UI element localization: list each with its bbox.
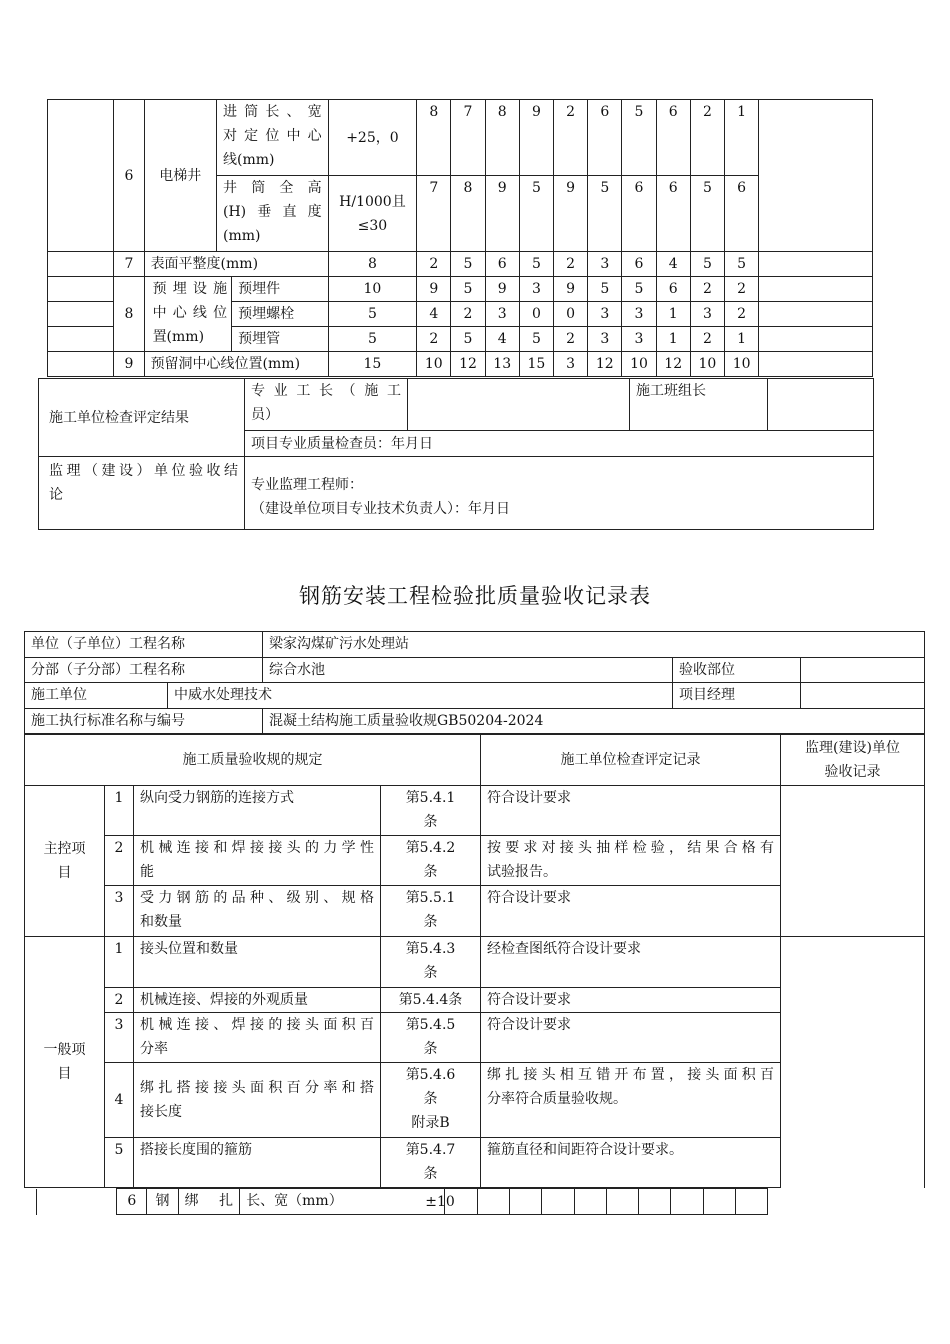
main-item-3-clause-line-2: 条 [423, 914, 438, 930]
item8-row2-value-10[interactable]: 2 [725, 302, 759, 327]
item6-sub1-value-3[interactable]: 8 [485, 100, 519, 176]
main-item-1-desc [134, 786, 381, 836]
item8-row2-value-4[interactable]: 0 [519, 302, 553, 327]
main-item-2-record-line-2: 试验报告。 [487, 864, 557, 880]
general-items-supervision[interactable] [781, 937, 925, 1188]
item9-value-4[interactable]: 15 [519, 352, 553, 377]
item8-row1-tol: 10 [328, 277, 417, 302]
main-item-2-clause-line-1: 第5.4.2 [405, 840, 456, 856]
team-leader-label: 施工班组长 [630, 379, 768, 431]
general-item-2-clause [381, 988, 481, 1013]
general-items-label-line-1: 一般项 [43, 1042, 86, 1058]
main-item-1-no: 1 [105, 786, 134, 836]
foreman-line-1: 专业工长（施工 [251, 383, 401, 399]
quality-inspector-line: 项目专业质量检查员：年月日 [245, 431, 874, 457]
form-title: 钢筋安装工程检验批质量验收记录表 [299, 584, 651, 608]
item6-sub2-value-10[interactable]: 6 [725, 176, 759, 252]
supervision-signature-cell [245, 457, 874, 530]
item8-row3-value-1[interactable]: 2 [417, 327, 451, 352]
item9-value-1[interactable]: 10 [417, 352, 451, 377]
general-item-4-no: 4 [105, 1063, 134, 1138]
item7-value-1[interactable]: 2 [417, 252, 451, 277]
general-items-label [25, 937, 105, 1188]
main-items-label-line-2: 目 [57, 865, 72, 881]
item6-sub1-value-8[interactable]: 6 [656, 100, 690, 176]
item8-row1-value-5[interactable]: 9 [554, 277, 588, 302]
item6-sub1-desc-line-3: 线(mm) [223, 152, 275, 168]
construction-result-label: 施工单位检查评定结果 [39, 379, 245, 457]
item8-row3-tol: 5 [328, 327, 417, 352]
item8-row3-value-7[interactable]: 3 [622, 327, 656, 352]
general-item-4-desc [134, 1063, 381, 1138]
blank-left-8-1 [48, 277, 114, 302]
partial-measure-2[interactable] [477, 1189, 509, 1215]
owner-tech-line: （建设单位项目专业技术负责人）：年月日 [251, 501, 510, 517]
item8-row1-value-1[interactable]: 9 [417, 277, 451, 302]
item8-row1-value-7[interactable]: 5 [622, 277, 656, 302]
item8-row2-value-9[interactable]: 3 [690, 302, 724, 327]
general-item-1-record-line-1: 经检查图纸符合设计要求 [487, 941, 641, 957]
main-item-3-no: 3 [105, 886, 134, 937]
col-header-supervision [781, 735, 925, 786]
item8-row3-label: 预埋管 [232, 327, 329, 352]
general-item-5-clause-line-1: 第5.4.7 [405, 1142, 456, 1158]
main-item-2-clause-line-2: 条 [423, 864, 438, 880]
item6-sub1-tol: +25，0 [328, 100, 417, 176]
item6-sub2-desc-line-2: (H)垂直度 [223, 204, 322, 220]
general-item-1-record[interactable] [481, 937, 781, 988]
item7-tol: 8 [328, 252, 417, 277]
item7-value-4[interactable]: 5 [519, 252, 553, 277]
item6-sub1-value-7[interactable]: 5 [622, 100, 656, 176]
partial-measure-8[interactable] [671, 1189, 703, 1215]
inspection-result-table [38, 378, 874, 530]
general-item-3-desc-line-1: 机械连接、焊接的接头面积百 [140, 1017, 374, 1033]
item7-value-9[interactable]: 5 [690, 252, 724, 277]
general-items-label-line-2: 目 [57, 1066, 72, 1082]
partial-measure-10[interactable] [736, 1189, 768, 1215]
item7-value-8[interactable]: 4 [656, 252, 690, 277]
item8-no: 8 [114, 277, 144, 352]
item8-row1-value-8[interactable]: 6 [656, 277, 690, 302]
item6-sub2-desc [217, 176, 329, 252]
item8-row1-label: 预埋件 [232, 277, 329, 302]
item7-name: 表面平整度(mm) [144, 252, 328, 277]
partial-item6-no: 6 [117, 1189, 147, 1215]
main-item-3-clause [381, 886, 481, 937]
item8-row3-value-8[interactable]: 1 [656, 327, 690, 352]
project-manager-value[interactable] [801, 683, 925, 709]
item8-row3-value-9[interactable]: 2 [690, 327, 724, 352]
general-item-2-desc [134, 988, 381, 1013]
general-item-1-clause [381, 937, 481, 988]
blank-right-7 [759, 252, 873, 277]
general-item-5-clause-line-2: 条 [423, 1166, 438, 1182]
general-item-4-clause [381, 1063, 481, 1138]
item6-sub2-value-4[interactable]: 5 [519, 176, 553, 252]
item6-sub1-desc [217, 100, 329, 176]
sub-project-value[interactable]: 综合水池 [263, 658, 673, 683]
item7-value-2[interactable]: 5 [451, 252, 485, 277]
general-item-3-clause [381, 1013, 481, 1063]
item9-value-6[interactable]: 12 [588, 352, 622, 377]
general-item-1-no: 1 [105, 937, 134, 988]
item8-name-line-2: 中心线位 [152, 305, 228, 321]
item6-sub1-value-10[interactable]: 1 [725, 100, 759, 176]
item6-sub2-value-1[interactable]: 7 [417, 176, 451, 252]
partial-measure-6[interactable] [606, 1189, 638, 1215]
blank-left-8-3 [48, 327, 114, 352]
item6-sub2-desc-line-3: (mm) [223, 228, 261, 244]
item6-sub1-desc-line-2: 对定位中心 [223, 128, 322, 144]
item9-value-10[interactable]: 10 [725, 352, 759, 377]
item6-sub1-value-2[interactable]: 7 [451, 100, 485, 176]
item8-name [144, 277, 232, 352]
general-item-5-desc [134, 1138, 381, 1188]
blank-right-8-3 [759, 327, 873, 352]
main-item-2-desc-line-2: 能 [140, 864, 154, 880]
item6-sub2-value-8[interactable]: 6 [656, 176, 690, 252]
supervision-label-line-2: 论 [49, 487, 63, 503]
general-item-4-clause-line-2: 条 [423, 1091, 438, 1107]
blank-left [48, 100, 114, 252]
foreman-line-2: 员） [251, 407, 279, 423]
item8-row3-value-2[interactable]: 5 [451, 327, 485, 352]
item9-value-3[interactable]: 13 [485, 352, 519, 377]
col-header-spec: 施工质量验收规的规定 [25, 735, 481, 786]
supervision-label-line-1: 监理（建设）单位验收结 [49, 463, 238, 479]
main-item-2-no: 2 [105, 836, 134, 886]
main-items-supervision[interactable] [781, 786, 925, 937]
general-item-4-desc-line-1: 绑扎搭接接头面积百分率和搭 [140, 1080, 374, 1096]
item8-row3-value-10[interactable]: 1 [725, 327, 759, 352]
standard-value[interactable]: 混凝土结构施工质量验收规GB50204-2024 [263, 709, 925, 734]
blank-right-9 [759, 352, 873, 377]
general-item-2-record[interactable] [481, 988, 781, 1013]
item6-sub1-value-6[interactable]: 6 [588, 100, 622, 176]
general-item-3-clause-line-1: 第5.4.5 [405, 1017, 456, 1033]
general-item-3-record-line-1: 符合设计要求 [487, 1017, 571, 1033]
general-item-5-record[interactable] [481, 1138, 781, 1188]
item6-sub2-value-7[interactable]: 6 [622, 176, 656, 252]
unit-project-value[interactable]: 梁家沟煤矿污水处理站 [263, 632, 925, 658]
item8-row1-value-6[interactable]: 5 [588, 277, 622, 302]
col-header-construction: 施工单位检查评定记录 [481, 735, 781, 786]
item8-row1-value-10[interactable]: 2 [725, 277, 759, 302]
main-item-3-clause-line-1: 第5.5.1 [405, 890, 456, 906]
item8-row2-value-5[interactable]: 0 [554, 302, 588, 327]
item8-row2-value-7[interactable]: 3 [622, 302, 656, 327]
blank-right [759, 100, 873, 252]
general-item-1-clause-line-1: 第5.4.3 [405, 941, 456, 957]
blank-left-8-2 [48, 302, 114, 327]
general-item-3-no: 3 [105, 1013, 134, 1063]
item6-sub2-tol-line-2: ≤30 [357, 217, 388, 234]
item6-sub2-tol-line-1: H/1000且 [339, 193, 406, 210]
general-item-1-desc-line-1: 接头位置和数量 [140, 941, 238, 957]
item8-row2-value-6[interactable]: 3 [588, 302, 622, 327]
main-item-1-clause [381, 786, 481, 836]
partial-item6-c3: 长、宽（mm） [240, 1189, 445, 1215]
general-item-3-desc-line-2: 分率 [140, 1041, 168, 1057]
general-item-4-clause-line-3: 附录B [411, 1115, 450, 1131]
general-item-2-no: 2 [105, 988, 134, 1013]
partial-blank [37, 1189, 117, 1215]
blank-left-9 [48, 352, 114, 377]
item6-sub1-value-4[interactable]: 9 [519, 100, 553, 176]
item8-row3-value-6[interactable]: 3 [588, 327, 622, 352]
item8-row3-value-3[interactable]: 4 [485, 327, 519, 352]
main-item-2-desc-line-1: 机械连接和焊接接头的力学性 [140, 840, 374, 856]
general-item-5-desc-line-1: 搭接长度围的箍筋 [140, 1142, 252, 1158]
item7-value-6[interactable]: 3 [588, 252, 622, 277]
main-items-label-line-1: 主控项 [43, 841, 86, 857]
sub-project-label: 分部（子分部）工程名称 [25, 658, 263, 683]
item8-row2-tol: 5 [328, 302, 417, 327]
item8-row1-value-4[interactable]: 3 [519, 277, 553, 302]
item8-name-line-1: 预埋设施 [152, 281, 228, 297]
general-item-4-clause-line-1: 第5.4.6 [405, 1067, 456, 1083]
item9-value-9[interactable]: 10 [690, 352, 724, 377]
item7-value-7[interactable]: 6 [622, 252, 656, 277]
item6-name: 电梯井 [144, 100, 216, 252]
unit-project-label: 单位（子单位）工程名称 [25, 632, 263, 658]
partial-measure-7[interactable] [639, 1189, 671, 1215]
supervision-engineer-line: 专业监理工程师： [251, 477, 363, 493]
general-item-1-desc [134, 937, 381, 988]
main-item-3-record[interactable] [481, 886, 781, 937]
general-item-5-no: 5 [105, 1138, 134, 1188]
general-item-2-clause-line-1: 第5.4.4条 [398, 992, 463, 1008]
item9-no: 9 [114, 352, 144, 377]
main-item-3-desc [134, 886, 381, 937]
item6-sub2-value-9[interactable]: 5 [690, 176, 724, 252]
item6-sub1-desc-line-1: 进筒长、宽 [223, 104, 322, 120]
general-item-5-record-line-1: 箍筋直径和间距符合设计要求。 [487, 1142, 683, 1158]
construction-unit-label: 施工单位 [25, 683, 168, 709]
general-item-3-record[interactable] [481, 1013, 781, 1063]
partial-measure-4[interactable] [542, 1189, 574, 1215]
main-item-2-clause [381, 836, 481, 886]
supervision-label-cell [39, 457, 245, 530]
item9-value-7[interactable]: 10 [622, 352, 656, 377]
general-item-4-desc-line-2: 接长度 [140, 1104, 182, 1120]
main-item-1-record-line-1: 符合设计要求 [487, 790, 571, 806]
item6-sub2-tol [328, 176, 417, 252]
item8-name-line-3: 置(mm) [152, 329, 205, 345]
rebar-items-table [24, 734, 925, 1188]
item8-row2-value-1[interactable]: 4 [417, 302, 451, 327]
item8-row1-value-3[interactable]: 9 [485, 277, 519, 302]
item8-row1-value-2[interactable]: 5 [451, 277, 485, 302]
item8-row2-value-2[interactable]: 2 [451, 302, 485, 327]
main-item-1-clause-line-2: 条 [423, 814, 438, 830]
rebar-info-table [24, 631, 925, 734]
main-item-3-desc-line-1: 受力钢筋的品种、级别、规格 [140, 890, 374, 906]
main-item-2-record[interactable] [481, 836, 781, 886]
main-item-3-desc-line-2: 和数量 [140, 914, 182, 930]
item6-sub2-value-3[interactable]: 9 [485, 176, 519, 252]
general-item-3-desc [134, 1013, 381, 1063]
partial-measure-9[interactable] [703, 1189, 735, 1215]
item6-sub1-value-9[interactable]: 2 [690, 100, 724, 176]
general-item-1-clause-line-2: 条 [423, 965, 438, 981]
main-item-1-desc-line-1: 纵向受力钢筋的连接方式 [140, 790, 294, 806]
item6-sub2-value-6[interactable]: 5 [588, 176, 622, 252]
top-measurement-table [47, 99, 873, 377]
standard-label: 施工执行标准名称与编号 [25, 709, 263, 734]
partial-item6-tolerance: ±10 [425, 1194, 455, 1210]
main-item-2-record-line-1: 按要求对接头抽样检验，结果合格有 [487, 840, 774, 856]
item8-row1-value-9[interactable]: 2 [690, 277, 724, 302]
item6-no: 6 [114, 100, 144, 252]
item9-name: 预留洞中心线位置(mm) [144, 352, 328, 377]
item8-row2-label: 预埋螺栓 [232, 302, 329, 327]
item9-value-8[interactable]: 12 [656, 352, 690, 377]
main-item-3-record-line-1: 符合设计要求 [487, 890, 571, 906]
item9-value-2[interactable]: 12 [451, 352, 485, 377]
general-item-2-desc-line-1: 机械连接、焊接的外观质量 [140, 992, 308, 1008]
acceptance-part-label: 验收部位 [673, 658, 801, 683]
team-leader-signature-field[interactable] [768, 379, 874, 431]
partial-item6-c1: 钢 [147, 1189, 178, 1215]
item6-sub1-value-5[interactable]: 2 [554, 100, 588, 176]
main-items-label [25, 786, 105, 937]
item8-row3-value-4[interactable]: 5 [519, 327, 553, 352]
main-item-2-desc [134, 836, 381, 886]
main-item-1-clause-line-1: 第5.4.1 [405, 790, 456, 806]
item7-value-10[interactable]: 5 [725, 252, 759, 277]
partial-measure-5[interactable] [574, 1189, 606, 1215]
item8-row2-value-8[interactable]: 1 [656, 302, 690, 327]
blank-left-7 [48, 252, 114, 277]
general-item-4-record-line-2: 分率符合质量验收规。 [487, 1091, 627, 1107]
item8-row2-value-3[interactable]: 3 [485, 302, 519, 327]
item6-sub2-value-5[interactable]: 9 [554, 176, 588, 252]
item7-no: 7 [114, 252, 144, 277]
blank-right-8-1 [759, 277, 873, 302]
item9-tol: 15 [328, 352, 417, 377]
general-item-2-record-line-1: 符合设计要求 [487, 992, 571, 1008]
acceptance-part-value[interactable] [801, 658, 925, 683]
general-item-4-record[interactable] [481, 1063, 781, 1138]
general-item-4-record-line-1: 绑扎接头相互错开布置，接头面积百 [487, 1067, 774, 1083]
item6-sub2-desc-line-1: 井筒全高 [223, 180, 322, 196]
col-header-supervision-line-2: 验收记录 [824, 764, 881, 780]
item7-value-5[interactable]: 2 [554, 252, 588, 277]
general-item-5-clause [381, 1138, 481, 1188]
item6-sub2-value-2[interactable]: 8 [451, 176, 485, 252]
col-header-supervision-line-1: 监理(建设)单位 [805, 740, 900, 756]
foreman-signature-field[interactable] [408, 379, 630, 431]
item7-value-3[interactable]: 6 [485, 252, 519, 277]
blank-right-8-2 [759, 302, 873, 327]
construction-unit-value[interactable]: 中威水处理技术 [168, 683, 673, 709]
project-manager-label: 项目经理 [673, 683, 801, 709]
partial-item6-c2: 绑扎 [178, 1189, 239, 1215]
item6-sub1-value-1[interactable]: 8 [417, 100, 451, 176]
item9-value-5[interactable]: 3 [554, 352, 588, 377]
item8-row3-value-5[interactable]: 2 [554, 327, 588, 352]
partial-measure-3[interactable] [509, 1189, 541, 1215]
main-item-1-record[interactable] [481, 786, 781, 836]
general-item-3-clause-line-2: 条 [423, 1041, 438, 1057]
foreman-cell [245, 379, 408, 431]
